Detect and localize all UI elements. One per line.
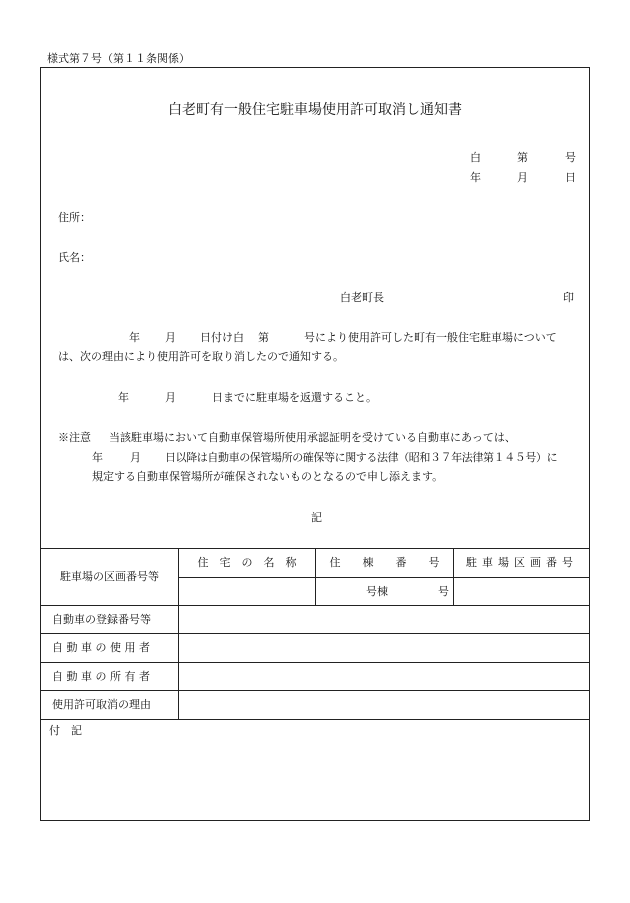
- note-line2: 日以降は自動車の保管場所の確保等に関する法律（昭和３７年法律第１４５号）に: [165, 451, 558, 464]
- note-line3: 規定する自動車保管場所が確保されないものとなるので申し添えます。: [92, 470, 444, 483]
- row-label-registration: 自動車の登録番号等: [52, 612, 151, 626]
- row-label-reason: 使用許可取消の理由: [52, 698, 151, 711]
- note-month: 月: [130, 451, 141, 464]
- date-day: 日: [565, 171, 576, 184]
- doc-number-dai: 第: [517, 151, 528, 164]
- remarks-label: 付 記: [49, 724, 82, 737]
- issuer-name: 白老町長: [340, 291, 384, 304]
- doc-number-prefix: 白: [470, 151, 481, 164]
- number-unit-label: 号: [438, 584, 449, 598]
- date-month: 月: [517, 171, 528, 184]
- para-year: 年: [129, 331, 140, 344]
- building-number-header: 住 棟 番 号: [329, 556, 440, 569]
- table-rule: [40, 719, 590, 720]
- para-text: 号により使用許可した町有一般住宅駐車場について: [304, 331, 557, 344]
- doc-number-go: 号: [565, 151, 576, 164]
- para-date-ref: 日付け白: [200, 331, 244, 344]
- ki-mark: 記: [311, 511, 322, 524]
- parking-section-header: 駐車場区画番号: [466, 556, 578, 569]
- form-number-label: 様式第７号（第１１条関係）: [47, 52, 190, 65]
- return-month: 月: [165, 391, 176, 404]
- building-unit-label: 号棟: [366, 584, 388, 598]
- para-dai: 第: [258, 331, 269, 344]
- return-text: 日までに駐車場を返還すること。: [212, 391, 377, 404]
- seal-mark: 印: [563, 291, 574, 304]
- row-label-user: 自 動 車 の 使 用 者: [52, 641, 150, 654]
- note-lead: ※注意: [58, 431, 91, 444]
- name-label: 氏名：: [58, 251, 91, 264]
- address-label: 住所：: [58, 211, 91, 224]
- parking-id-label: 駐車場の区画番号等: [60, 570, 159, 583]
- note-line1: 当該駐車場において自動車保管場所使用承認証明を受けている自動車にあっては、: [109, 431, 516, 444]
- housing-name-header: 住 宅 の 名 称: [197, 556, 297, 569]
- para-text-line2: は、次の理由により使用許可を取り消したので通知する。: [58, 350, 344, 363]
- date-year: 年: [470, 171, 481, 184]
- row-label-owner: 自 動 車 の 所 有 者: [52, 669, 150, 683]
- return-year: 年: [118, 391, 129, 404]
- para-month: 月: [165, 331, 176, 344]
- document-title: 白老町有一般住宅駐車場使用許可取消し通知書: [168, 102, 462, 118]
- note-year: 年: [92, 451, 103, 464]
